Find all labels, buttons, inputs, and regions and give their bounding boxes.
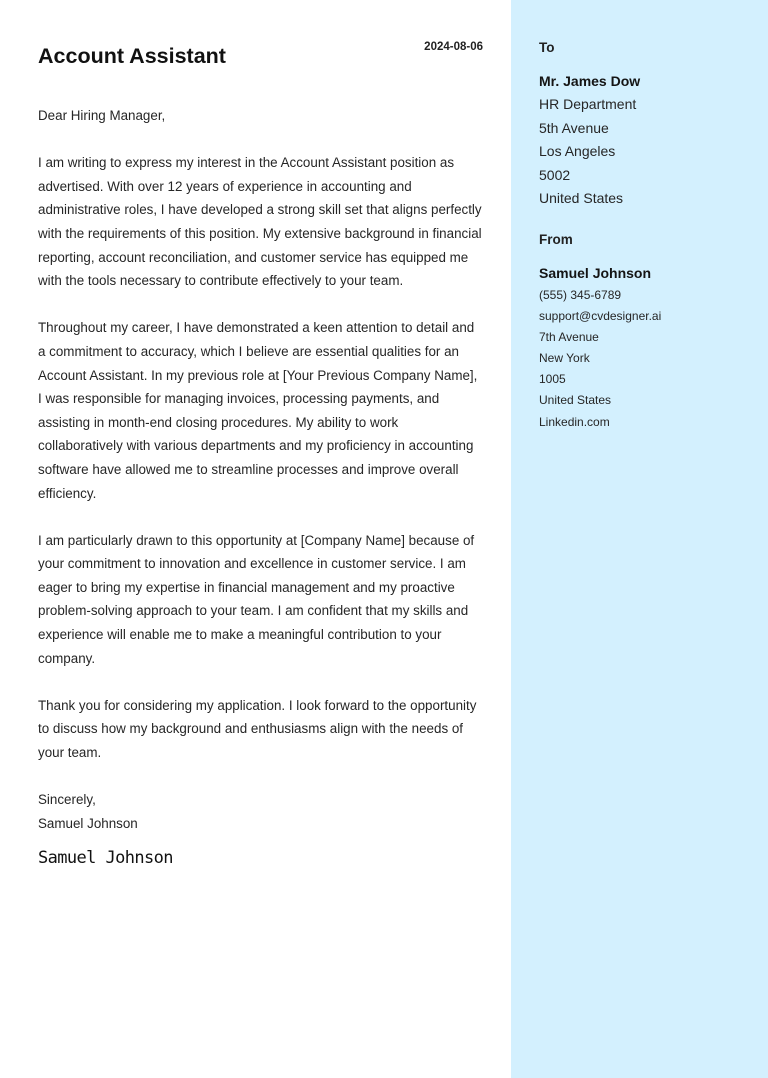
contact-sidebar (511, 0, 768, 1078)
sender-city: New York (539, 351, 590, 366)
sender-zip: 1005 (539, 372, 566, 387)
closing-block (38, 788, 483, 835)
paragraph-2: Throughout my career, I have demonstrated a keen attention to detail and a commitment to accuracy, which I believe are essential qualities for an Account Assistant. In my previous role at [Your Previous Company Name], I was responsible for managing invoices, processing payments, and assisting in month-end closing procedures. My ability to work collaboratively with various departments and my proficiency in accounting software have allowed me to streamline processes and improve overall efficiency. (38, 320, 478, 501)
paragraph-4: Thank you for considering my application. I look forward to the opportunity to discuss how my background and enthusiasms align with the needs of your team. (38, 697, 477, 761)
sender-name: Samuel Johnson (539, 265, 652, 281)
paragraph-1: I am writing to express my interest in the Account Assistant position as advertised. With over 12 years of experience in accounting and administrative roles, I have developed a strong skill set that aligns perfectly with the requirements of this position. My extensive background in financial reporting, account reconciliation, and customer service has equipped me with the tools necessary to contribute effectively to your team. (38, 155, 482, 289)
sender-linkedin: Linkedin.com (539, 414, 610, 429)
to-label: To (539, 40, 555, 55)
job-title-heading: Account Assistant (38, 44, 226, 68)
sender-details (539, 285, 661, 433)
recipient-zip: 5002 (539, 166, 571, 183)
recipient-city: Los Angeles (539, 143, 616, 160)
letter-date: 2024-08-06 (424, 41, 483, 53)
signature: Samuel Johnson (38, 848, 173, 869)
recipient-department: HR Department (539, 96, 637, 113)
closing-phrase: Sincerely, (38, 792, 96, 808)
sender-email: support@cvdesigner.ai (539, 309, 662, 324)
recipient-country: United States (539, 190, 624, 207)
sender-phone: (555) 345-6789 (539, 288, 622, 302)
sender-street: 7th Avenue (539, 330, 599, 345)
letter-body (38, 104, 483, 871)
sender-country: United States (539, 393, 612, 408)
salutation: Dear Hiring Manager, (38, 108, 166, 123)
recipient-name: Mr. James Dow (539, 73, 641, 89)
recipient-details (539, 70, 640, 210)
from-label: From (539, 232, 573, 247)
recipient-street: 5th Avenue (539, 119, 609, 136)
paragraph-3: I am particularly drawn to this opportunity at [Company Name] because of your commitment to innovation and excellence in customer service. I am eager to bring my expertise in financial management and my proactive problem-solving approach to your team. I am confident that my skills and experience will enable me to make a meaningful contribution to your company. (38, 532, 475, 666)
closing-name: Samuel Johnson (38, 815, 138, 831)
